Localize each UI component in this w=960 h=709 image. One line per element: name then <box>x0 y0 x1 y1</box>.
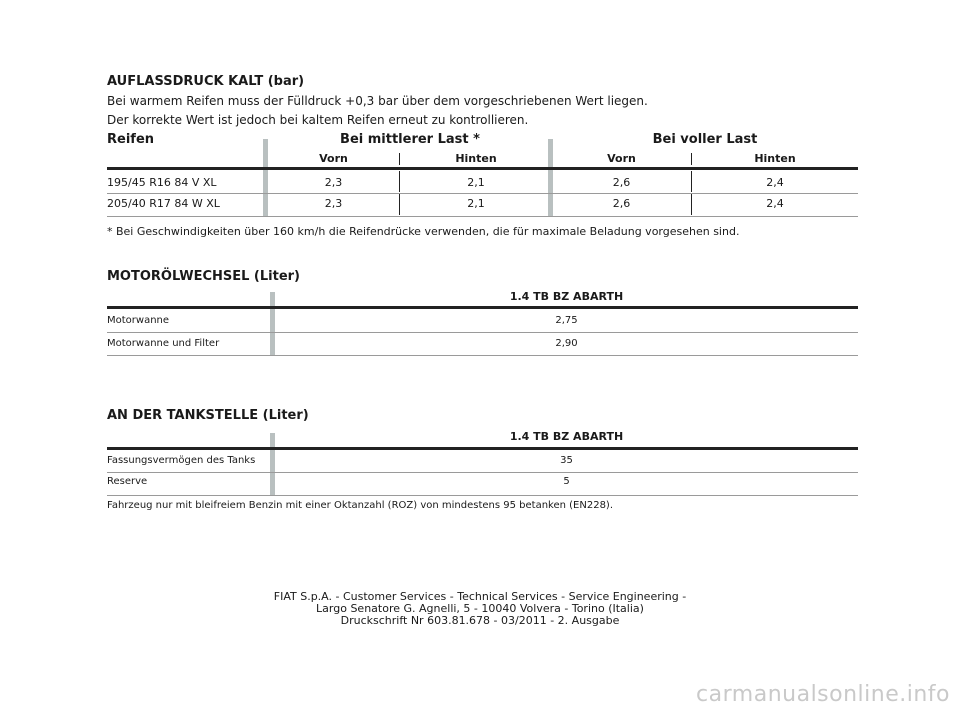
col-header-full-rear: Hinten <box>754 152 796 165</box>
medium-rear-value: 2,1 <box>467 176 485 189</box>
row-rule <box>107 355 858 356</box>
footer-line-1: FIAT S.p.A. - Customer Services - Technical Services - Service Engineering - <box>273 590 687 603</box>
col-header-full-front: Vorn <box>607 152 636 165</box>
row-rule <box>107 332 858 333</box>
tire-info-line-2: Der korrekte Wert ist jedoch bei kaltem Reifen erneut zu kontrollieren. <box>107 113 529 127</box>
fuel-section-title: AN DER TANKSTELLE (Liter) <box>107 408 309 423</box>
medium-front-value: 2,3 <box>324 197 343 210</box>
tire-section-title: AUFLASSDRUCK KALT (bar) <box>107 74 305 89</box>
header-divider <box>399 153 400 165</box>
row-rule <box>107 472 858 473</box>
footer-line-3: Druckschrift Nr 603.81.678 - 03/2011 - 2. Ausgabe <box>340 614 620 627</box>
medium-rear-value: 2,1 <box>467 197 485 210</box>
tire-info-line-1: Bei warmem Reifen muss der Fülldruck +0,3 bar über dem vorgeschriebenen Wert liegen. <box>107 94 648 108</box>
tire-footnote: * Bei Geschwindigkeiten über 160 km/h die Reifendrücke verwenden, die für maximale Beladung vorgesehen sind. <box>107 225 740 238</box>
tire-size: 195/45 R16 84 V XL <box>107 176 217 189</box>
engine-header: 1.4 TB BZ ABARTH <box>509 430 624 443</box>
tire-size: 205/40 R17 84 W XL <box>107 197 220 210</box>
footer-line-2: Largo Senatore G. Agnelli, 5 - 10040 Volvera - Torino (Italia) <box>316 602 644 615</box>
full-front-value: 2,6 <box>612 176 631 189</box>
col-group-full-load: Bei voller Last <box>652 132 758 147</box>
fuel-row-label: Fassungsvermögen des Tanks <box>107 455 256 466</box>
row-divider <box>691 171 692 192</box>
fuel-row-label: Reserve <box>107 476 148 487</box>
full-front-value: 2,6 <box>612 197 631 210</box>
oil-row-value: 2,75 <box>555 315 578 326</box>
col-header-medium-rear: Hinten <box>455 152 497 165</box>
full-rear-value: 2,4 <box>766 176 784 189</box>
header-rule <box>107 306 858 309</box>
fuel-row-value: 5 <box>563 476 570 487</box>
row-rule <box>107 193 858 194</box>
row-divider <box>399 194 400 215</box>
row-divider <box>691 194 692 215</box>
row-rule <box>107 495 858 496</box>
col-header-medium-front: Vorn <box>319 152 348 165</box>
fuel-note: Fahrzeug nur mit bleifreiem Benzin mit einer Oktanzahl (ROZ) von mindestens 95 betanken (EN228). <box>107 500 614 511</box>
fuel-row-value: 35 <box>560 455 573 466</box>
oil-row-label: Motorwanne <box>107 315 170 326</box>
col-group-medium-load: Bei mittlerer Last * <box>340 132 480 147</box>
full-rear-value: 2,4 <box>766 197 784 210</box>
header-rule <box>107 167 858 170</box>
engine-header: 1.4 TB BZ ABARTH <box>509 290 624 303</box>
header-divider <box>691 153 692 165</box>
col-header-reifen: Reifen <box>107 132 155 147</box>
row-divider <box>399 171 400 192</box>
watermark: carmanualsonline.info <box>696 682 950 707</box>
oil-row-label: Motorwanne und Filter <box>107 338 220 349</box>
row-rule <box>107 216 858 217</box>
oil-row-value: 2,90 <box>555 338 578 349</box>
oil-section-title: MOTORÖLWECHSEL (Liter) <box>107 269 301 284</box>
medium-front-value: 2,3 <box>324 176 343 189</box>
header-rule <box>107 447 858 450</box>
